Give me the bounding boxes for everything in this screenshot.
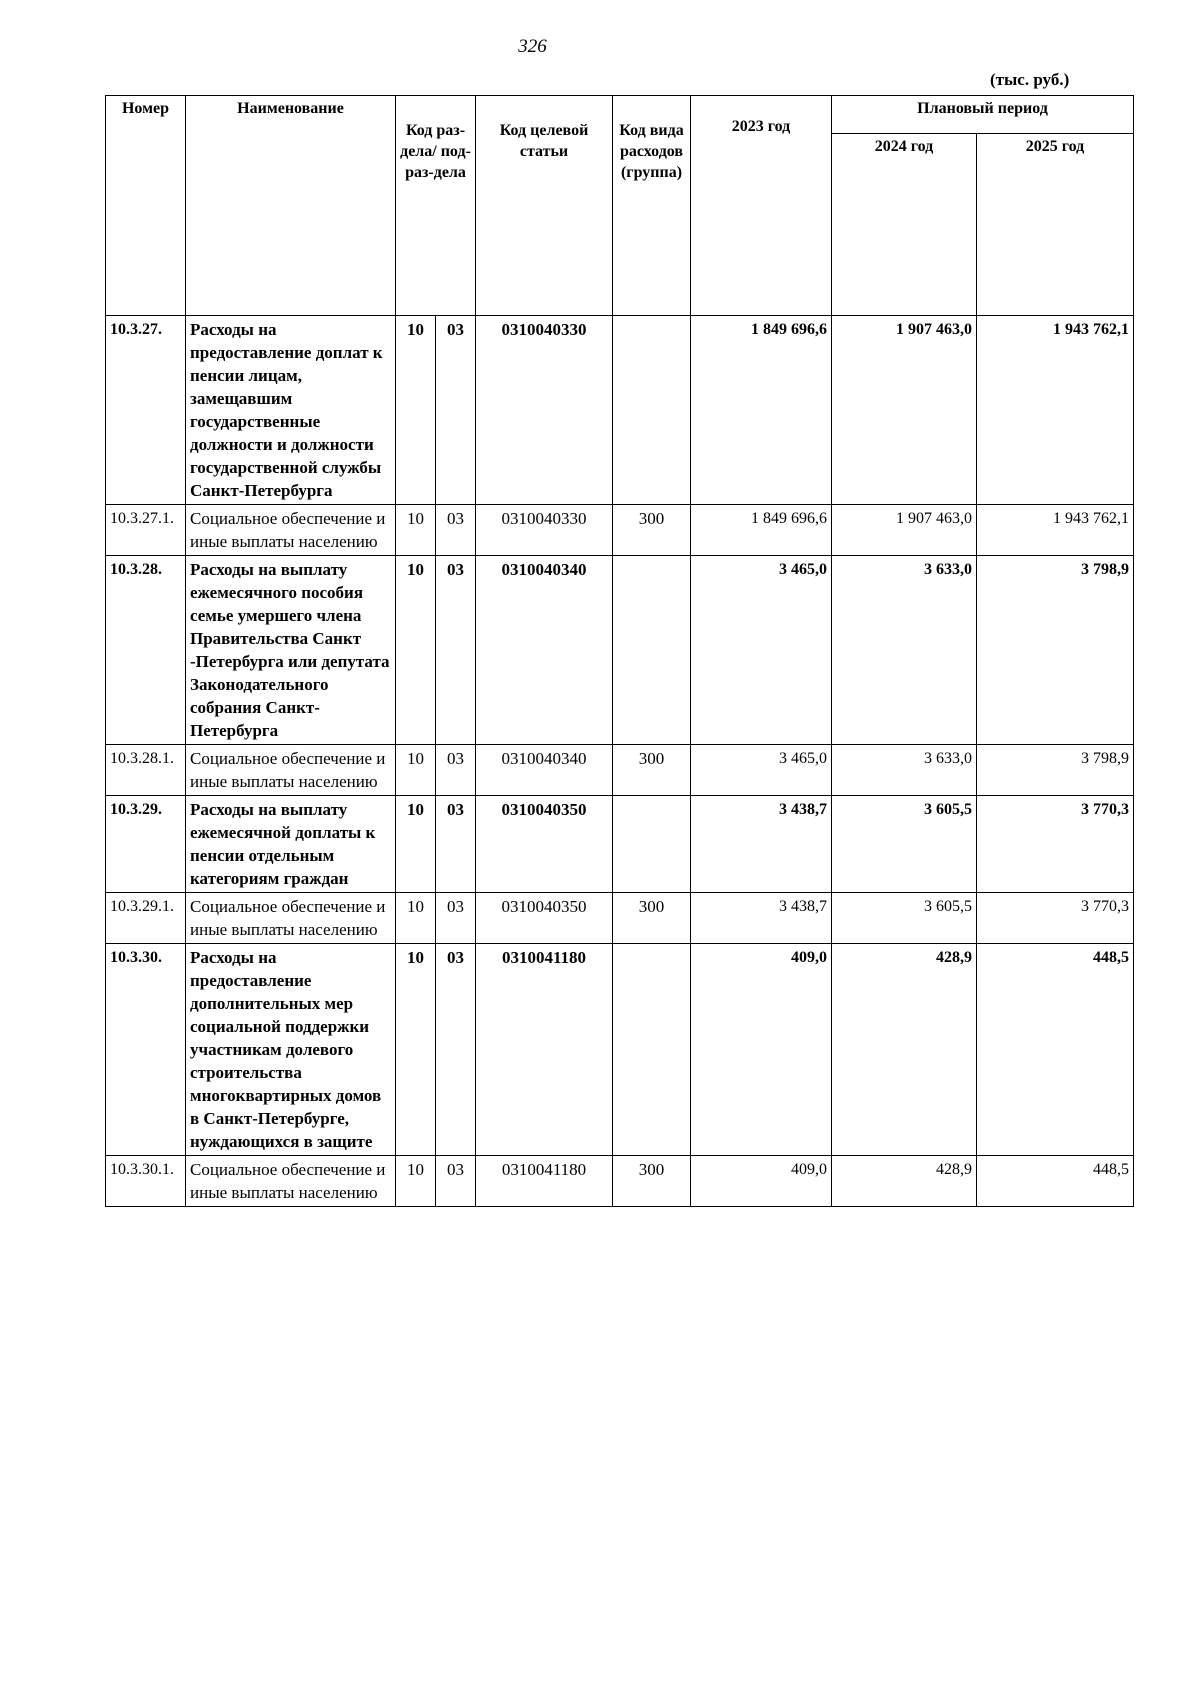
- row-razdel: 10: [396, 1156, 436, 1207]
- row-expense-group: 300: [613, 745, 691, 796]
- row-amount-2024: 3 633,0: [832, 745, 977, 796]
- table-row: [106, 796, 1134, 893]
- header-kod-razdela: Код раз-дела/ под-раз-дела: [396, 96, 476, 316]
- row-razdel: 10: [396, 944, 436, 1156]
- table-row: [106, 745, 1134, 796]
- row-amount-2023: 3 465,0: [691, 745, 832, 796]
- header-kod-vida-rashodov: Код вида расходов (группа): [613, 96, 691, 316]
- row-podrazdel: 03: [436, 556, 476, 745]
- row-name: Социальное обеспечение и иные выплаты населению: [186, 745, 396, 796]
- row-amount-2023: 409,0: [691, 944, 832, 1156]
- header-year-2023: 2023 год: [691, 96, 832, 316]
- row-razdel: 10: [396, 556, 436, 745]
- row-amount-2025: 3 770,3: [977, 796, 1134, 893]
- table-row: [106, 316, 1134, 505]
- row-amount-2024: 3 633,0: [832, 556, 977, 745]
- row-podrazdel: 03: [436, 745, 476, 796]
- row-expense-group: [613, 316, 691, 505]
- row-podrazdel: 03: [436, 1156, 476, 1207]
- row-target-code: 0310040340: [476, 745, 613, 796]
- units-label: (тыс. руб.): [990, 70, 1070, 89]
- row-amount-2024: 428,9: [832, 944, 977, 1156]
- row-amount-2025: 3 770,3: [977, 893, 1134, 944]
- row-amount-2023: 409,0: [691, 1156, 832, 1207]
- header-year-2024: 2024 год: [832, 134, 977, 316]
- row-podrazdel: 03: [436, 505, 476, 556]
- row-amount-2025: 1 943 762,1: [977, 316, 1134, 505]
- row-name: Расходы на предоставление дополнительных мер социальной поддержки участникам долевого строительства многоквартирных домов в Санкт-Петербурге, нуждающихся в защите: [186, 944, 396, 1156]
- row-target-code: 0310040350: [476, 893, 613, 944]
- row-target-code: 0310041180: [476, 944, 613, 1156]
- row-name: Социальное обеспечение и иные выплаты населению: [186, 1156, 396, 1207]
- row-expense-group: 300: [613, 505, 691, 556]
- row-expense-group: [613, 944, 691, 1156]
- row-razdel: 10: [396, 745, 436, 796]
- row-number: 10.3.29.: [106, 796, 186, 893]
- table-row: [106, 556, 1134, 745]
- row-number: 10.3.27.1.: [106, 505, 186, 556]
- row-razdel: 10: [396, 893, 436, 944]
- header-nomer: Номер: [106, 96, 186, 316]
- header-naimenovanie: Наименование: [186, 96, 396, 316]
- row-number: 10.3.30.: [106, 944, 186, 1156]
- header-plan-period: Плановый период: [832, 96, 1134, 134]
- row-razdel: 10: [396, 505, 436, 556]
- budget-table: [105, 95, 1134, 1207]
- row-expense-group: [613, 556, 691, 745]
- row-amount-2024: 3 605,5: [832, 893, 977, 944]
- table-row: [106, 505, 1134, 556]
- row-number: 10.3.29.1.: [106, 893, 186, 944]
- row-amount-2023: 1 849 696,6: [691, 316, 832, 505]
- row-amount-2023: 1 849 696,6: [691, 505, 832, 556]
- row-number: 10.3.28.1.: [106, 745, 186, 796]
- row-name: Социальное обеспечение и иные выплаты населению: [186, 893, 396, 944]
- row-amount-2024: 1 907 463,0: [832, 316, 977, 505]
- row-target-code: 0310040330: [476, 316, 613, 505]
- row-target-code: 0310040350: [476, 796, 613, 893]
- row-target-code: 0310040330: [476, 505, 613, 556]
- row-name: Расходы на выплату ежемесячной доплаты к пенсии отдельным категориям граждан: [186, 796, 396, 893]
- row-number: 10.3.27.: [106, 316, 186, 505]
- row-razdel: 10: [396, 796, 436, 893]
- table-body: [106, 316, 1134, 1207]
- row-amount-2024: 428,9: [832, 1156, 977, 1207]
- row-amount-2025: 448,5: [977, 1156, 1134, 1207]
- table-header: [106, 96, 1134, 316]
- row-amount-2024: 3 605,5: [832, 796, 977, 893]
- row-amount-2025: 3 798,9: [977, 745, 1134, 796]
- row-expense-group: [613, 796, 691, 893]
- row-podrazdel: 03: [436, 893, 476, 944]
- row-amount-2024: 1 907 463,0: [832, 505, 977, 556]
- row-expense-group: 300: [613, 893, 691, 944]
- header-kod-celevoy-stati: Код целевой статьи: [476, 96, 613, 316]
- row-amount-2023: 3 438,7: [691, 796, 832, 893]
- row-target-code: 0310040340: [476, 556, 613, 745]
- row-name: Расходы на предоставление доплат к пенсии лицам, замещавшим государственные должности и должности государственной службы Санкт-Петербурга: [186, 316, 396, 505]
- table-row: [106, 1156, 1134, 1207]
- row-podrazdel: 03: [436, 944, 476, 1156]
- page-number: 326: [518, 36, 547, 57]
- row-target-code: 0310041180: [476, 1156, 613, 1207]
- row-amount-2025: 1 943 762,1: [977, 505, 1134, 556]
- table-row: [106, 944, 1134, 1156]
- row-podrazdel: 03: [436, 316, 476, 505]
- row-number: 10.3.28.: [106, 556, 186, 745]
- row-expense-group: 300: [613, 1156, 691, 1207]
- row-name: Расходы на выплату ежемесячного пособия семье умершего члена Правительства Санкт -Петербурга или депутата Законодательного собрания Санкт-Петербурга: [186, 556, 396, 745]
- table-row: [106, 893, 1134, 944]
- row-name: Социальное обеспечение и иные выплаты населению: [186, 505, 396, 556]
- row-amount-2023: 3 438,7: [691, 893, 832, 944]
- row-number: 10.3.30.1.: [106, 1156, 186, 1207]
- row-podrazdel: 03: [436, 796, 476, 893]
- row-razdel: 10: [396, 316, 436, 505]
- header-year-2025: 2025 год: [977, 134, 1134, 316]
- row-amount-2025: 448,5: [977, 944, 1134, 1156]
- row-amount-2025: 3 798,9: [977, 556, 1134, 745]
- row-amount-2023: 3 465,0: [691, 556, 832, 745]
